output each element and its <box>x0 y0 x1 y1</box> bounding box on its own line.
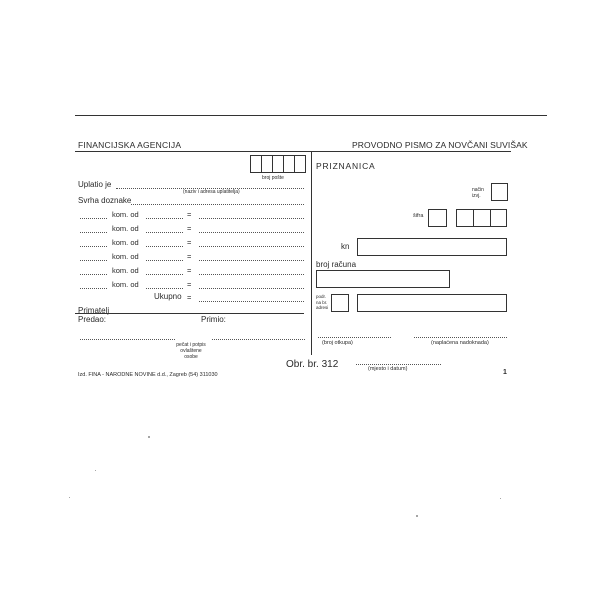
right-header: PROVODNO PISMO ZA NOVČANI SUVIŠAK <box>352 140 528 150</box>
kom-total-field[interactable] <box>199 288 304 289</box>
kom-count-field[interactable] <box>80 274 107 275</box>
kom-value-field[interactable] <box>146 232 183 233</box>
primatelj-label: Primatelj <box>78 306 110 315</box>
scan-speck <box>148 436 150 438</box>
broj-otkupa-field[interactable] <box>318 337 391 338</box>
kom-total-field[interactable] <box>199 260 304 261</box>
svrha-label: Svrha doznake <box>78 196 132 205</box>
kom-row-2 <box>0 224 310 236</box>
broj-poste-label: broj pošte <box>262 175 284 181</box>
kn-amount-box[interactable] <box>357 238 507 256</box>
equals-sign: = <box>187 252 192 261</box>
kom-od-label: kom. od <box>112 280 139 289</box>
equals-sign: = <box>187 210 192 219</box>
code-boxes[interactable] <box>456 209 507 227</box>
predao-label: Predao: <box>78 315 107 324</box>
sifra-box[interactable] <box>428 209 447 227</box>
ukupno-label: Ukupno <box>154 292 182 301</box>
kom-row-1 <box>0 210 310 222</box>
kom-row-3 <box>0 238 310 250</box>
equals-sign: = <box>187 280 192 289</box>
podr-address-box[interactable] <box>357 294 507 312</box>
broj-poste-boxes[interactable] <box>250 155 306 173</box>
podr-label: podr. na br. adresi <box>316 294 329 310</box>
primatelj-line <box>75 313 304 314</box>
kom-value-field[interactable] <box>146 246 183 247</box>
scan-speck <box>500 498 501 499</box>
predao-signature-field[interactable] <box>80 339 175 340</box>
scan-speck <box>416 515 418 517</box>
section-divider <box>311 151 312 355</box>
equals-sign: = <box>187 266 192 275</box>
printer-footer: Izd. FINA - NARODNE NOVINE d.d., Zagreb (54) 311030 <box>78 372 218 378</box>
kn-label: kn <box>341 242 350 251</box>
kom-total-field[interactable] <box>199 246 304 247</box>
ukupno-equals: = <box>187 293 192 302</box>
sifra-label: šifra <box>413 213 424 219</box>
kom-value-field[interactable] <box>146 274 183 275</box>
podr-box[interactable] <box>331 294 349 312</box>
naplacena-field[interactable] <box>414 337 507 338</box>
kom-total-field[interactable] <box>199 232 304 233</box>
kom-value-field[interactable] <box>146 218 183 219</box>
top-border-line <box>75 115 547 116</box>
mjesto-datum-field[interactable] <box>356 364 441 365</box>
kom-value-field[interactable] <box>146 288 183 289</box>
primio-signature-field[interactable] <box>212 339 305 340</box>
scan-speck <box>69 497 70 498</box>
naziv-adresa-label: (naziv i adresa uplatitelja) <box>183 189 240 195</box>
ukupno-field[interactable] <box>199 301 304 302</box>
equals-sign: = <box>187 224 192 233</box>
kom-count-field[interactable] <box>80 260 107 261</box>
broj-racuna-box[interactable] <box>316 270 450 288</box>
kom-total-field[interactable] <box>199 218 304 219</box>
kom-row-4 <box>0 252 310 264</box>
kom-od-label: kom. od <box>112 266 139 275</box>
form-number: Obr. br. 312 <box>286 359 339 370</box>
kom-count-field[interactable] <box>80 288 107 289</box>
left-header: FINANCIJSKA AGENCIJA <box>78 140 182 150</box>
pecat-label: pečat i potpis ovlaštene osobe <box>176 342 206 360</box>
kom-od-label: kom. od <box>112 224 139 233</box>
kom-od-label: kom. od <box>112 238 139 247</box>
broj-otkupa-label: (broj otkupa) <box>322 340 353 346</box>
kom-value-field[interactable] <box>146 260 183 261</box>
kom-row-6 <box>0 280 310 292</box>
kom-count-field[interactable] <box>80 246 107 247</box>
nacin-izvj-box[interactable] <box>491 183 508 201</box>
primio-label: Primio: <box>201 315 226 324</box>
kom-count-field[interactable] <box>80 232 107 233</box>
equals-sign: = <box>187 238 192 247</box>
scan-speck <box>95 470 96 471</box>
mjesto-datum-label: (mjesto i datum) <box>368 366 408 372</box>
kom-total-field[interactable] <box>199 274 304 275</box>
naplacena-label: (naplaćena nadoknada) <box>431 340 489 346</box>
broj-racuna-label: broj računa <box>316 260 357 269</box>
page-number: 1 <box>503 369 507 376</box>
kom-row-5 <box>0 266 310 278</box>
svrha-field[interactable] <box>131 204 304 205</box>
uplatio-label: Uplatio je <box>78 180 112 189</box>
nacin-izvj-label: način izvj. <box>472 187 484 199</box>
header-underline <box>75 151 511 152</box>
kom-od-label: kom. od <box>112 210 139 219</box>
kom-od-label: kom. od <box>112 252 139 261</box>
kom-count-field[interactable] <box>80 218 107 219</box>
priznanica-title: PRIZNANICA <box>316 161 376 171</box>
